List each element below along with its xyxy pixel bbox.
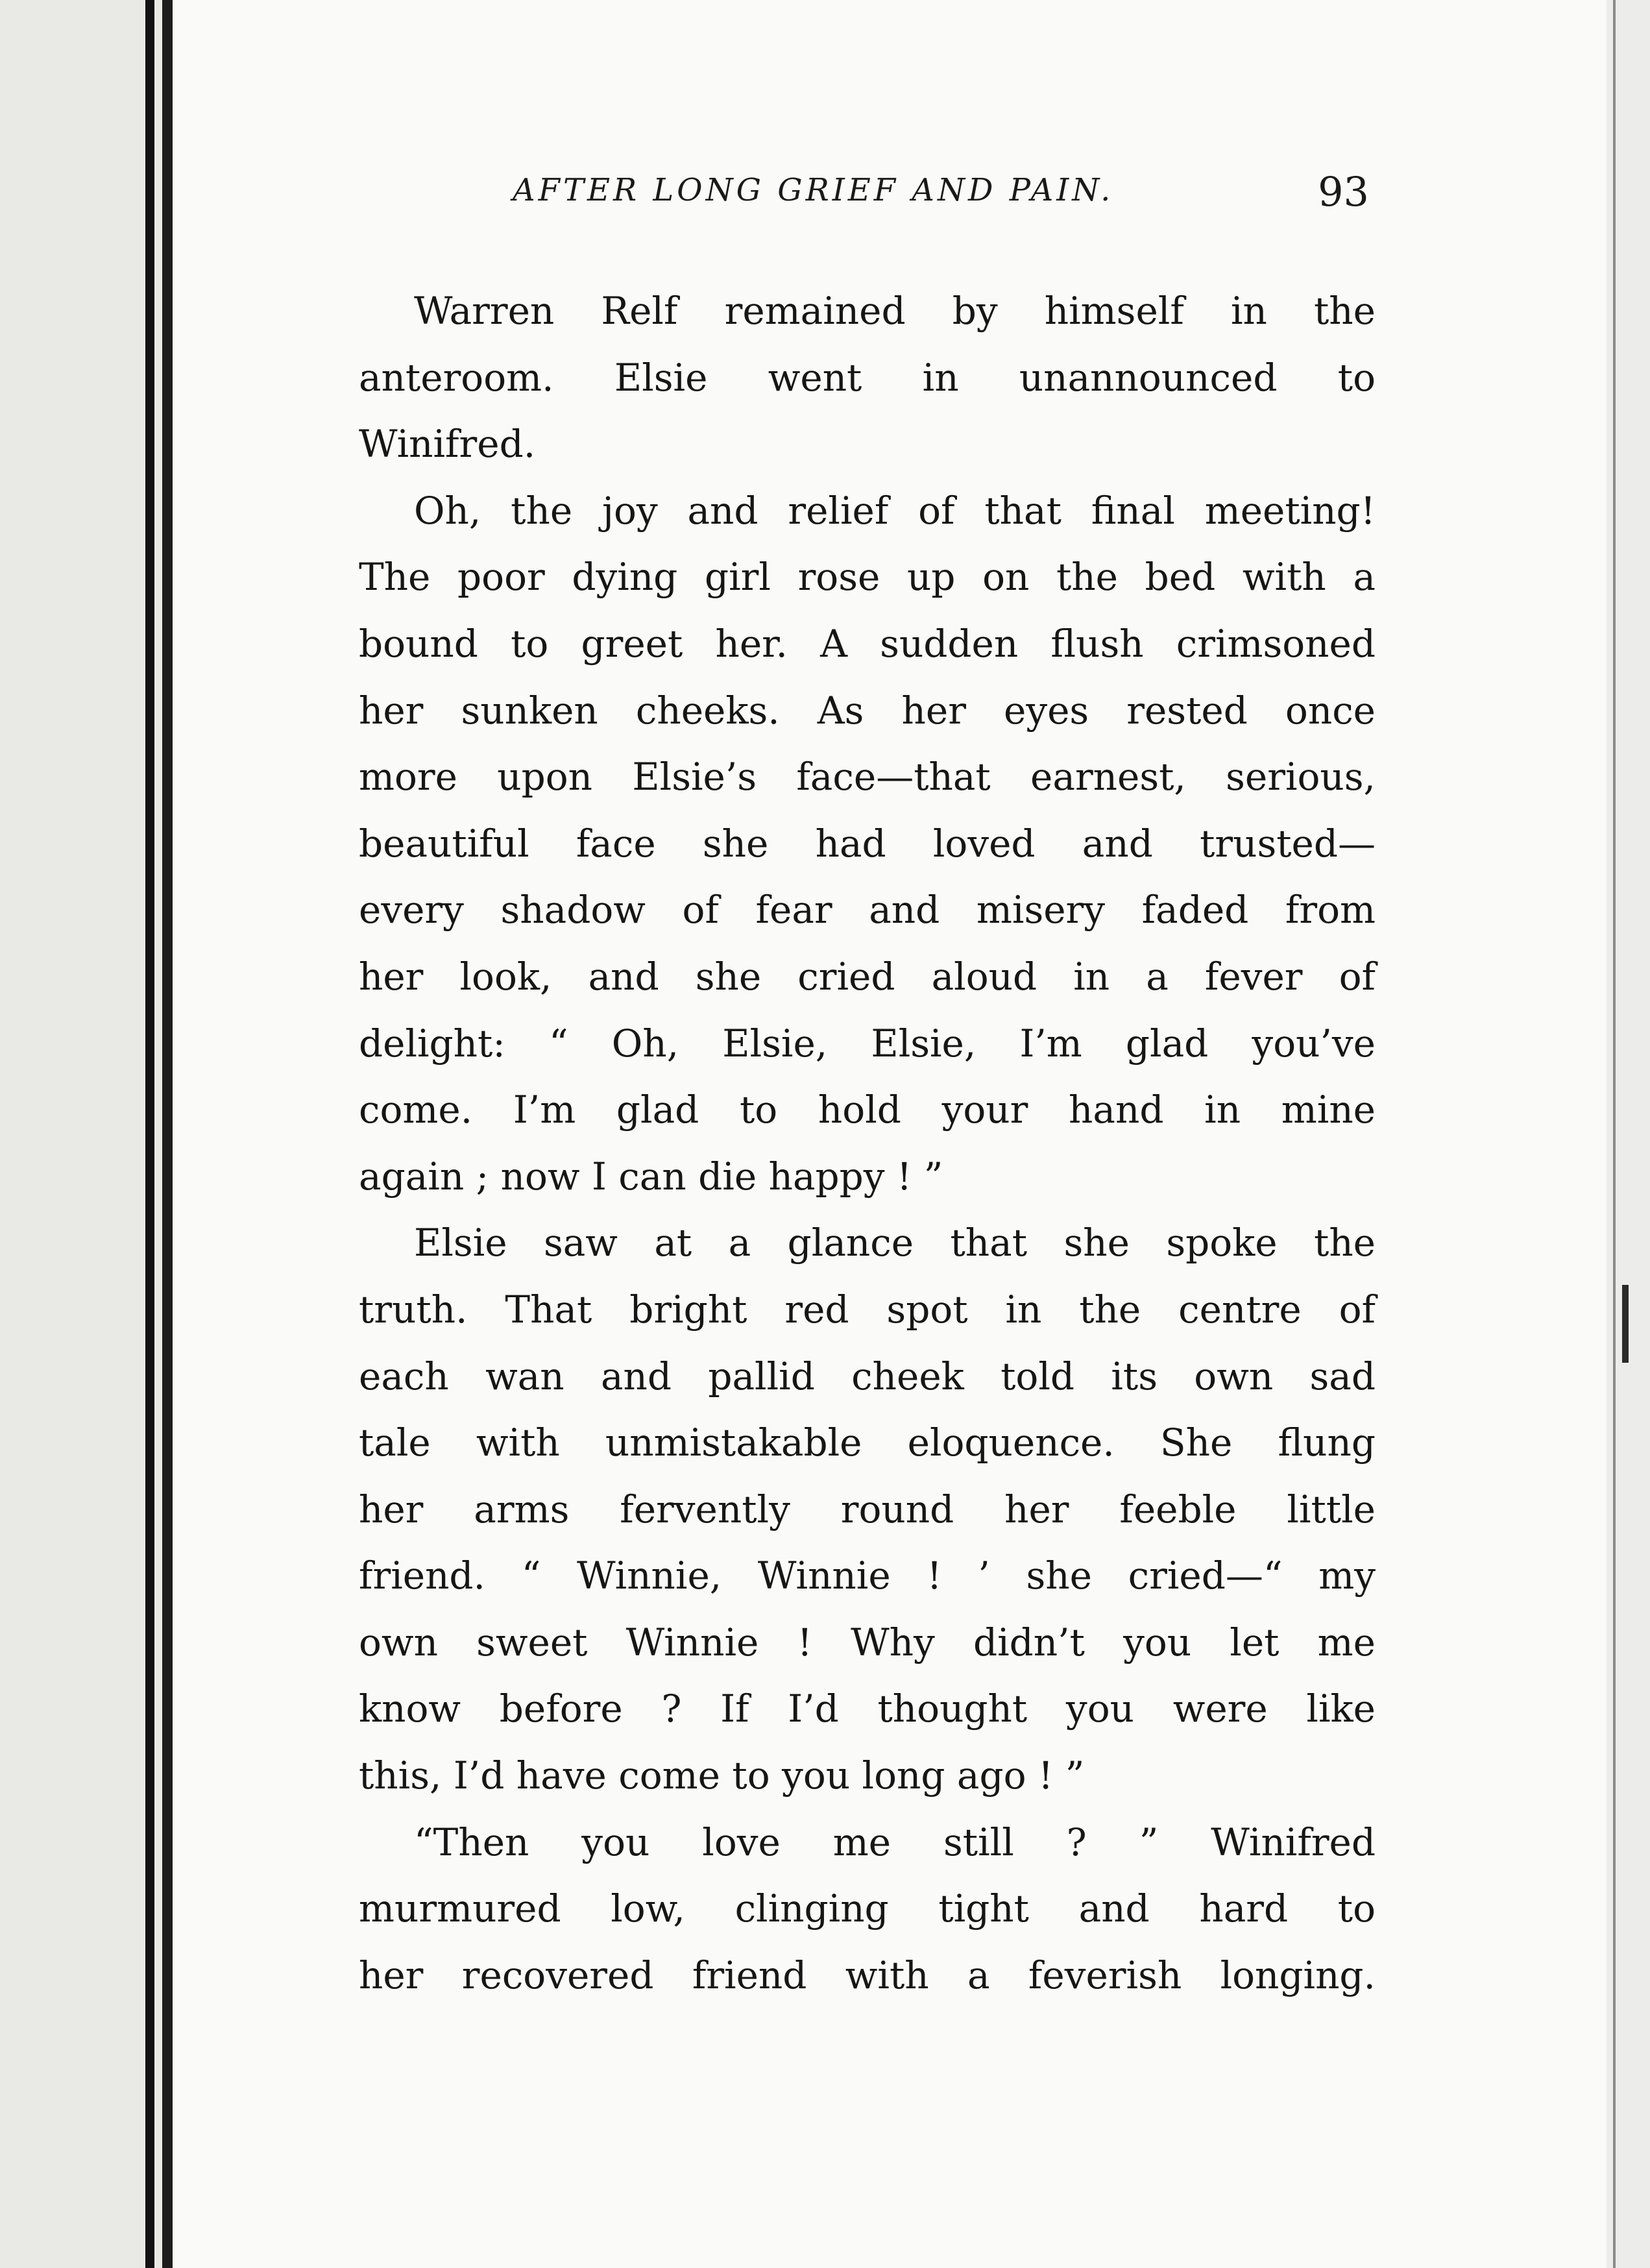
text-line: beautiful face she had loved and trusted—	[359, 821, 1376, 866]
text-line: her sunken cheeks. As her eyes rested once	[359, 688, 1376, 733]
page-right-edge-line	[1613, 0, 1616, 2268]
text-line: come. I’m glad to hold your hand in mine	[359, 1088, 1376, 1132]
text-line: murmured low, clinging tight and hard to	[359, 1886, 1376, 1931]
text-line: anteroom. Elsie went in unannounced to	[359, 355, 1376, 400]
text-line: The poor dying girl rose up on the bed with a	[359, 555, 1376, 600]
gutter-shadow-line	[145, 0, 154, 2268]
text-line: each wan and pallid cheek told its own sad	[359, 1354, 1376, 1398]
text-line: again ; now I can die happy ! ”	[359, 1154, 943, 1199]
text-line: tale with unmistakable eloquence. She flung	[359, 1421, 1376, 1465]
text-line: her recovered friend with a feverish longing.	[359, 1953, 1376, 1997]
running-head: AFTER LONG GRIEF AND PAIN.	[513, 172, 1114, 208]
page-edge-mark	[1622, 1285, 1629, 1363]
text-line: her arms fervently round her feeble little	[359, 1487, 1376, 1531]
text-line: Oh, the joy and relief of that final meeting!	[414, 488, 1376, 533]
text-line: friend. “ Winnie, Winnie ! ’ she cried—“ my	[359, 1554, 1376, 1598]
text-line: Elsie saw at a glance that she spoke the	[414, 1221, 1376, 1265]
page-number: 93	[1318, 168, 1369, 215]
text-line: truth. That bright red spot in the centre of	[359, 1287, 1376, 1332]
text-line: this, I’d have come to you long ago ! ”	[359, 1753, 1085, 1798]
text-line: her look, and she cried aloud in a fever of	[359, 954, 1376, 999]
text-line: every shadow of fear and misery faded from	[359, 888, 1376, 933]
body-text	[359, 278, 1376, 2008]
text-line: know before ? If I’d thought you were like	[359, 1687, 1376, 1731]
page-header	[513, 168, 1369, 224]
text-line: Winifred.	[359, 422, 536, 467]
text-line: more upon Elsie’s face—that earnest, serious,	[359, 755, 1376, 799]
text-line: Warren Relf remained by himself in the	[414, 289, 1376, 333]
gutter-edge-line	[162, 0, 173, 2268]
text-line: own sweet Winnie ! Why didn’t you let me	[359, 1620, 1376, 1664]
text-line: “Then you love me still ? ” Winifred	[414, 1820, 1376, 1864]
text-line: delight: “ Oh, Elsie, Elsie, I’m glad you’ve	[359, 1021, 1376, 1066]
text-line: bound to greet her. A sudden flush crimsoned	[359, 621, 1376, 666]
